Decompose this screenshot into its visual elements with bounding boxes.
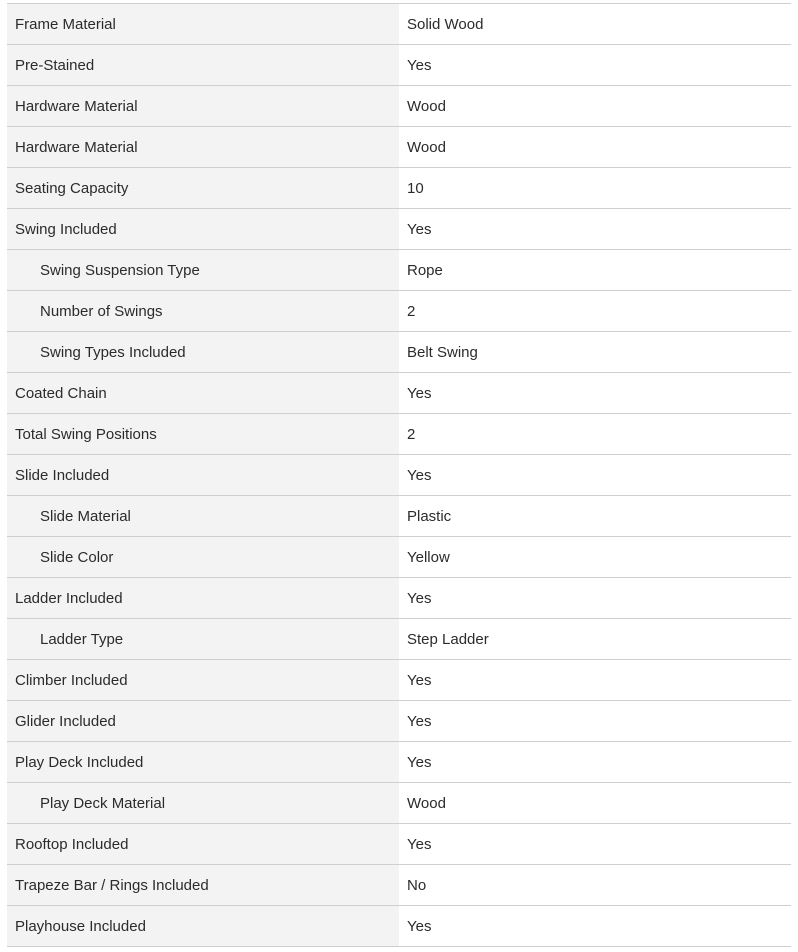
spec-row-sub: [7, 332, 791, 373]
spec-value: Plastic: [399, 496, 791, 536]
spec-label: Swing Suspension Type: [7, 250, 399, 290]
spec-value: Rope: [399, 250, 791, 290]
spec-row-sub: [7, 537, 791, 578]
spec-label: Slide Included: [7, 455, 399, 495]
spec-row: [7, 4, 791, 45]
spec-label: Play Deck Included: [7, 742, 399, 782]
spec-label: Slide Material: [7, 496, 399, 536]
spec-row: [7, 660, 791, 701]
spec-row: [7, 86, 791, 127]
spec-label: Number of Swings: [7, 291, 399, 331]
spec-row: [7, 578, 791, 619]
spec-label: Rooftop Included: [7, 824, 399, 864]
spec-value: Yes: [399, 701, 791, 741]
spec-row-sub: [7, 783, 791, 824]
spec-value: 2: [399, 291, 791, 331]
spec-label: Trapeze Bar / Rings Included: [7, 865, 399, 905]
spec-label: Ladder Included: [7, 578, 399, 618]
spec-row: [7, 414, 791, 455]
spec-label: Frame Material: [7, 4, 399, 44]
spec-value: Solid Wood: [399, 4, 791, 44]
spec-label: Hardware Material: [7, 127, 399, 167]
spec-value: Wood: [399, 86, 791, 126]
spec-row: [7, 455, 791, 496]
spec-row: [7, 742, 791, 783]
spec-row: [7, 127, 791, 168]
spec-row-sub: [7, 291, 791, 332]
spec-row: [7, 824, 791, 865]
spec-label: Pre-Stained: [7, 45, 399, 85]
spec-value: Yes: [399, 824, 791, 864]
spec-value: Yes: [399, 455, 791, 495]
specifications-table: [7, 3, 791, 947]
spec-value: Wood: [399, 127, 791, 167]
spec-label: Coated Chain: [7, 373, 399, 413]
spec-label: Glider Included: [7, 701, 399, 741]
spec-value: Yes: [399, 578, 791, 618]
spec-value: Yes: [399, 373, 791, 413]
spec-label: Playhouse Included: [7, 906, 399, 946]
spec-row: [7, 906, 791, 947]
spec-value: Yes: [399, 209, 791, 249]
spec-label: Slide Color: [7, 537, 399, 577]
spec-row-sub: [7, 619, 791, 660]
spec-value: 10: [399, 168, 791, 208]
spec-row: [7, 209, 791, 250]
spec-label: Swing Included: [7, 209, 399, 249]
spec-row: [7, 373, 791, 414]
spec-value: Wood: [399, 783, 791, 823]
spec-row-sub: [7, 250, 791, 291]
spec-label: Swing Types Included: [7, 332, 399, 372]
spec-value: Yellow: [399, 537, 791, 577]
spec-label: Ladder Type: [7, 619, 399, 659]
spec-label: Hardware Material: [7, 86, 399, 126]
spec-row: [7, 168, 791, 209]
spec-value: Belt Swing: [399, 332, 791, 372]
spec-row: [7, 865, 791, 906]
spec-row-sub: [7, 496, 791, 537]
spec-label: Climber Included: [7, 660, 399, 700]
spec-value: Yes: [399, 742, 791, 782]
spec-row: [7, 45, 791, 86]
spec-value: Yes: [399, 906, 791, 946]
spec-value: No: [399, 865, 791, 905]
spec-row: [7, 701, 791, 742]
spec-label: Total Swing Positions: [7, 414, 399, 454]
spec-value: Step Ladder: [399, 619, 791, 659]
spec-label: Play Deck Material: [7, 783, 399, 823]
spec-label: Seating Capacity: [7, 168, 399, 208]
spec-value: 2: [399, 414, 791, 454]
spec-value: Yes: [399, 660, 791, 700]
spec-value: Yes: [399, 45, 791, 85]
